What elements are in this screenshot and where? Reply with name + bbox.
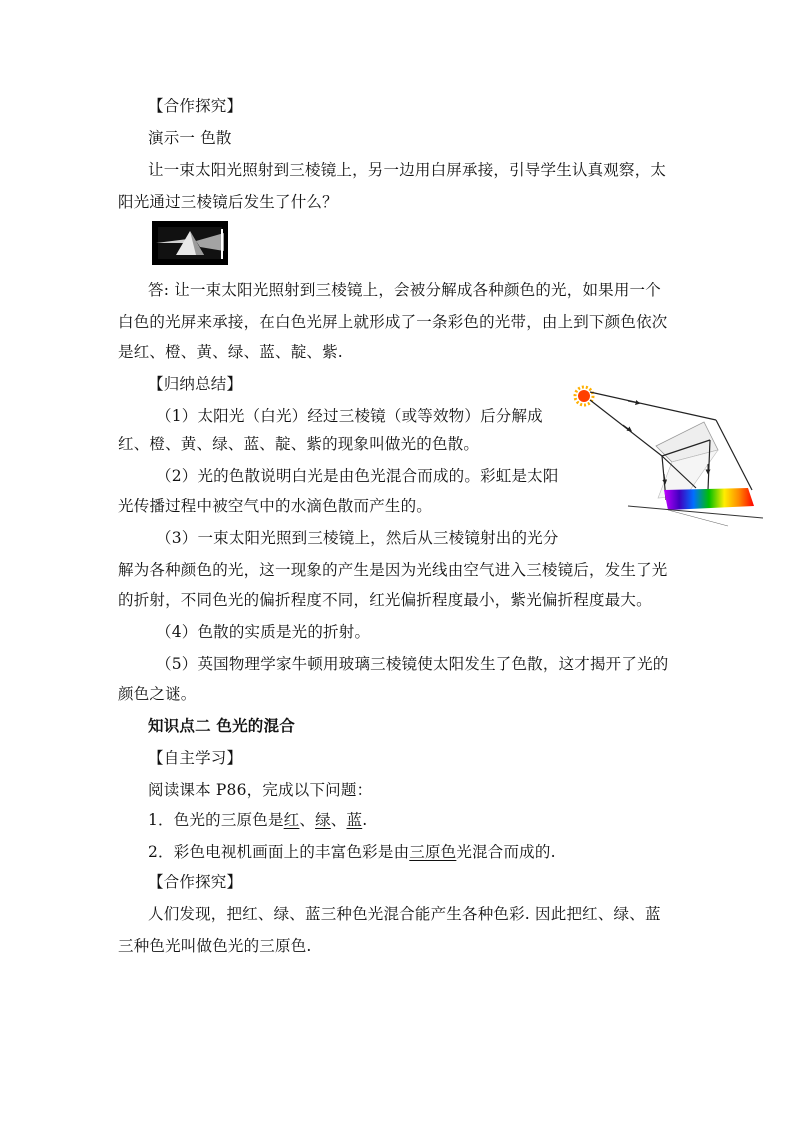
prism-photo — [152, 221, 228, 265]
separator-2: 、 — [330, 811, 347, 829]
summary-5-line-1: （5）英国物理学家牛顿用玻璃三棱镜使太阳发生了色散，这才揭开了光的 — [156, 655, 669, 673]
paragraph-line-1: 人们发现，把红、绿、蓝三种色光混合能产生各种色彩. 因此把红、绿、蓝 — [148, 905, 661, 923]
question-2 — [148, 842, 556, 862]
paragraph-line-2: 三种色光叫做色光的三原色. — [118, 937, 312, 955]
answer-primary-colors: 三原色 — [409, 843, 457, 861]
question-2-end: 光混合而成的. — [456, 843, 556, 861]
summary-3-line-1: （3）一束太阳光照到三棱镜上，然后从三棱镜射出的光分 — [156, 529, 559, 547]
question-line-2: 阳光通过三棱镜后发生了什么？ — [118, 193, 338, 211]
answer-red: 红 — [283, 811, 300, 829]
answer-green: 绿 — [315, 811, 331, 829]
summary-2-line-2: 光传播过程中被空气中的水滴色散而产生的。 — [118, 497, 433, 515]
answer-line-3: 是红、橙、黄、绿、蓝、靛、紫. — [118, 343, 343, 361]
section-heading-cooperative-1: 【合作探究】 — [148, 97, 243, 115]
question-1 — [148, 810, 367, 830]
separator-1: 、 — [299, 811, 316, 829]
summary-3-line-3: 的折射，不同色光的偏折程度不同，红光偏折程度最小，紫光偏折程度最大。 — [118, 591, 652, 609]
demo-title: 演示一 色散 — [148, 129, 232, 147]
question-line-1: 让一束太阳光照射到三棱镜上，另一边用白屏承接，引导学生认真观察，太 — [148, 161, 667, 179]
sun-icon — [575, 387, 593, 405]
summary-3-line-2: 解为各种颜色的光，这一现象的产生是因为光线由空气进入三棱镜后，发生了光 — [118, 561, 668, 579]
summary-2-line-1: （2）光的色散说明白光是由色光混合而成的。彩虹是太阳 — [156, 467, 559, 485]
reading-instruction: 阅读课本 P86，完成以下问题： — [148, 781, 373, 799]
answer-blue: 蓝 — [346, 811, 363, 829]
dispersion-diagram — [568, 378, 768, 528]
summary-4: （4）色散的实质是光的折射。 — [156, 623, 371, 641]
answer-line-1: 答: 让一束太阳光照射到三棱镜上，会被分解成各种颜色的光，如果用一个 — [148, 281, 661, 299]
question-1-end: . — [362, 811, 368, 829]
section-heading-summary: 【归纳总结】 — [148, 375, 243, 393]
summary-1-line-1: （1）太阳光（白光）经过三棱镜（或等效物）后分解成 — [156, 407, 543, 425]
section-heading-self-study: 【自主学习】 — [148, 749, 243, 767]
knowledge-point-2-title: 知识点二 色光的混合 — [148, 716, 295, 735]
question-1-prefix: 1．色光的三原色是 — [148, 811, 284, 829]
question-2-prefix: 2．彩色电视机画面上的丰富色彩是由 — [148, 843, 410, 861]
answer-line-2: 白色的光屏来承接，在白色光屏上就形成了一条彩色的光带，由上到下颜色依次 — [118, 313, 668, 331]
summary-5-line-2: 颜色之谜。 — [118, 685, 197, 703]
summary-1-line-2: 红、橙、黄、绿、蓝、靛、紫的现象叫做光的色散。 — [118, 435, 480, 453]
section-heading-cooperative-2: 【合作探究】 — [148, 873, 243, 891]
